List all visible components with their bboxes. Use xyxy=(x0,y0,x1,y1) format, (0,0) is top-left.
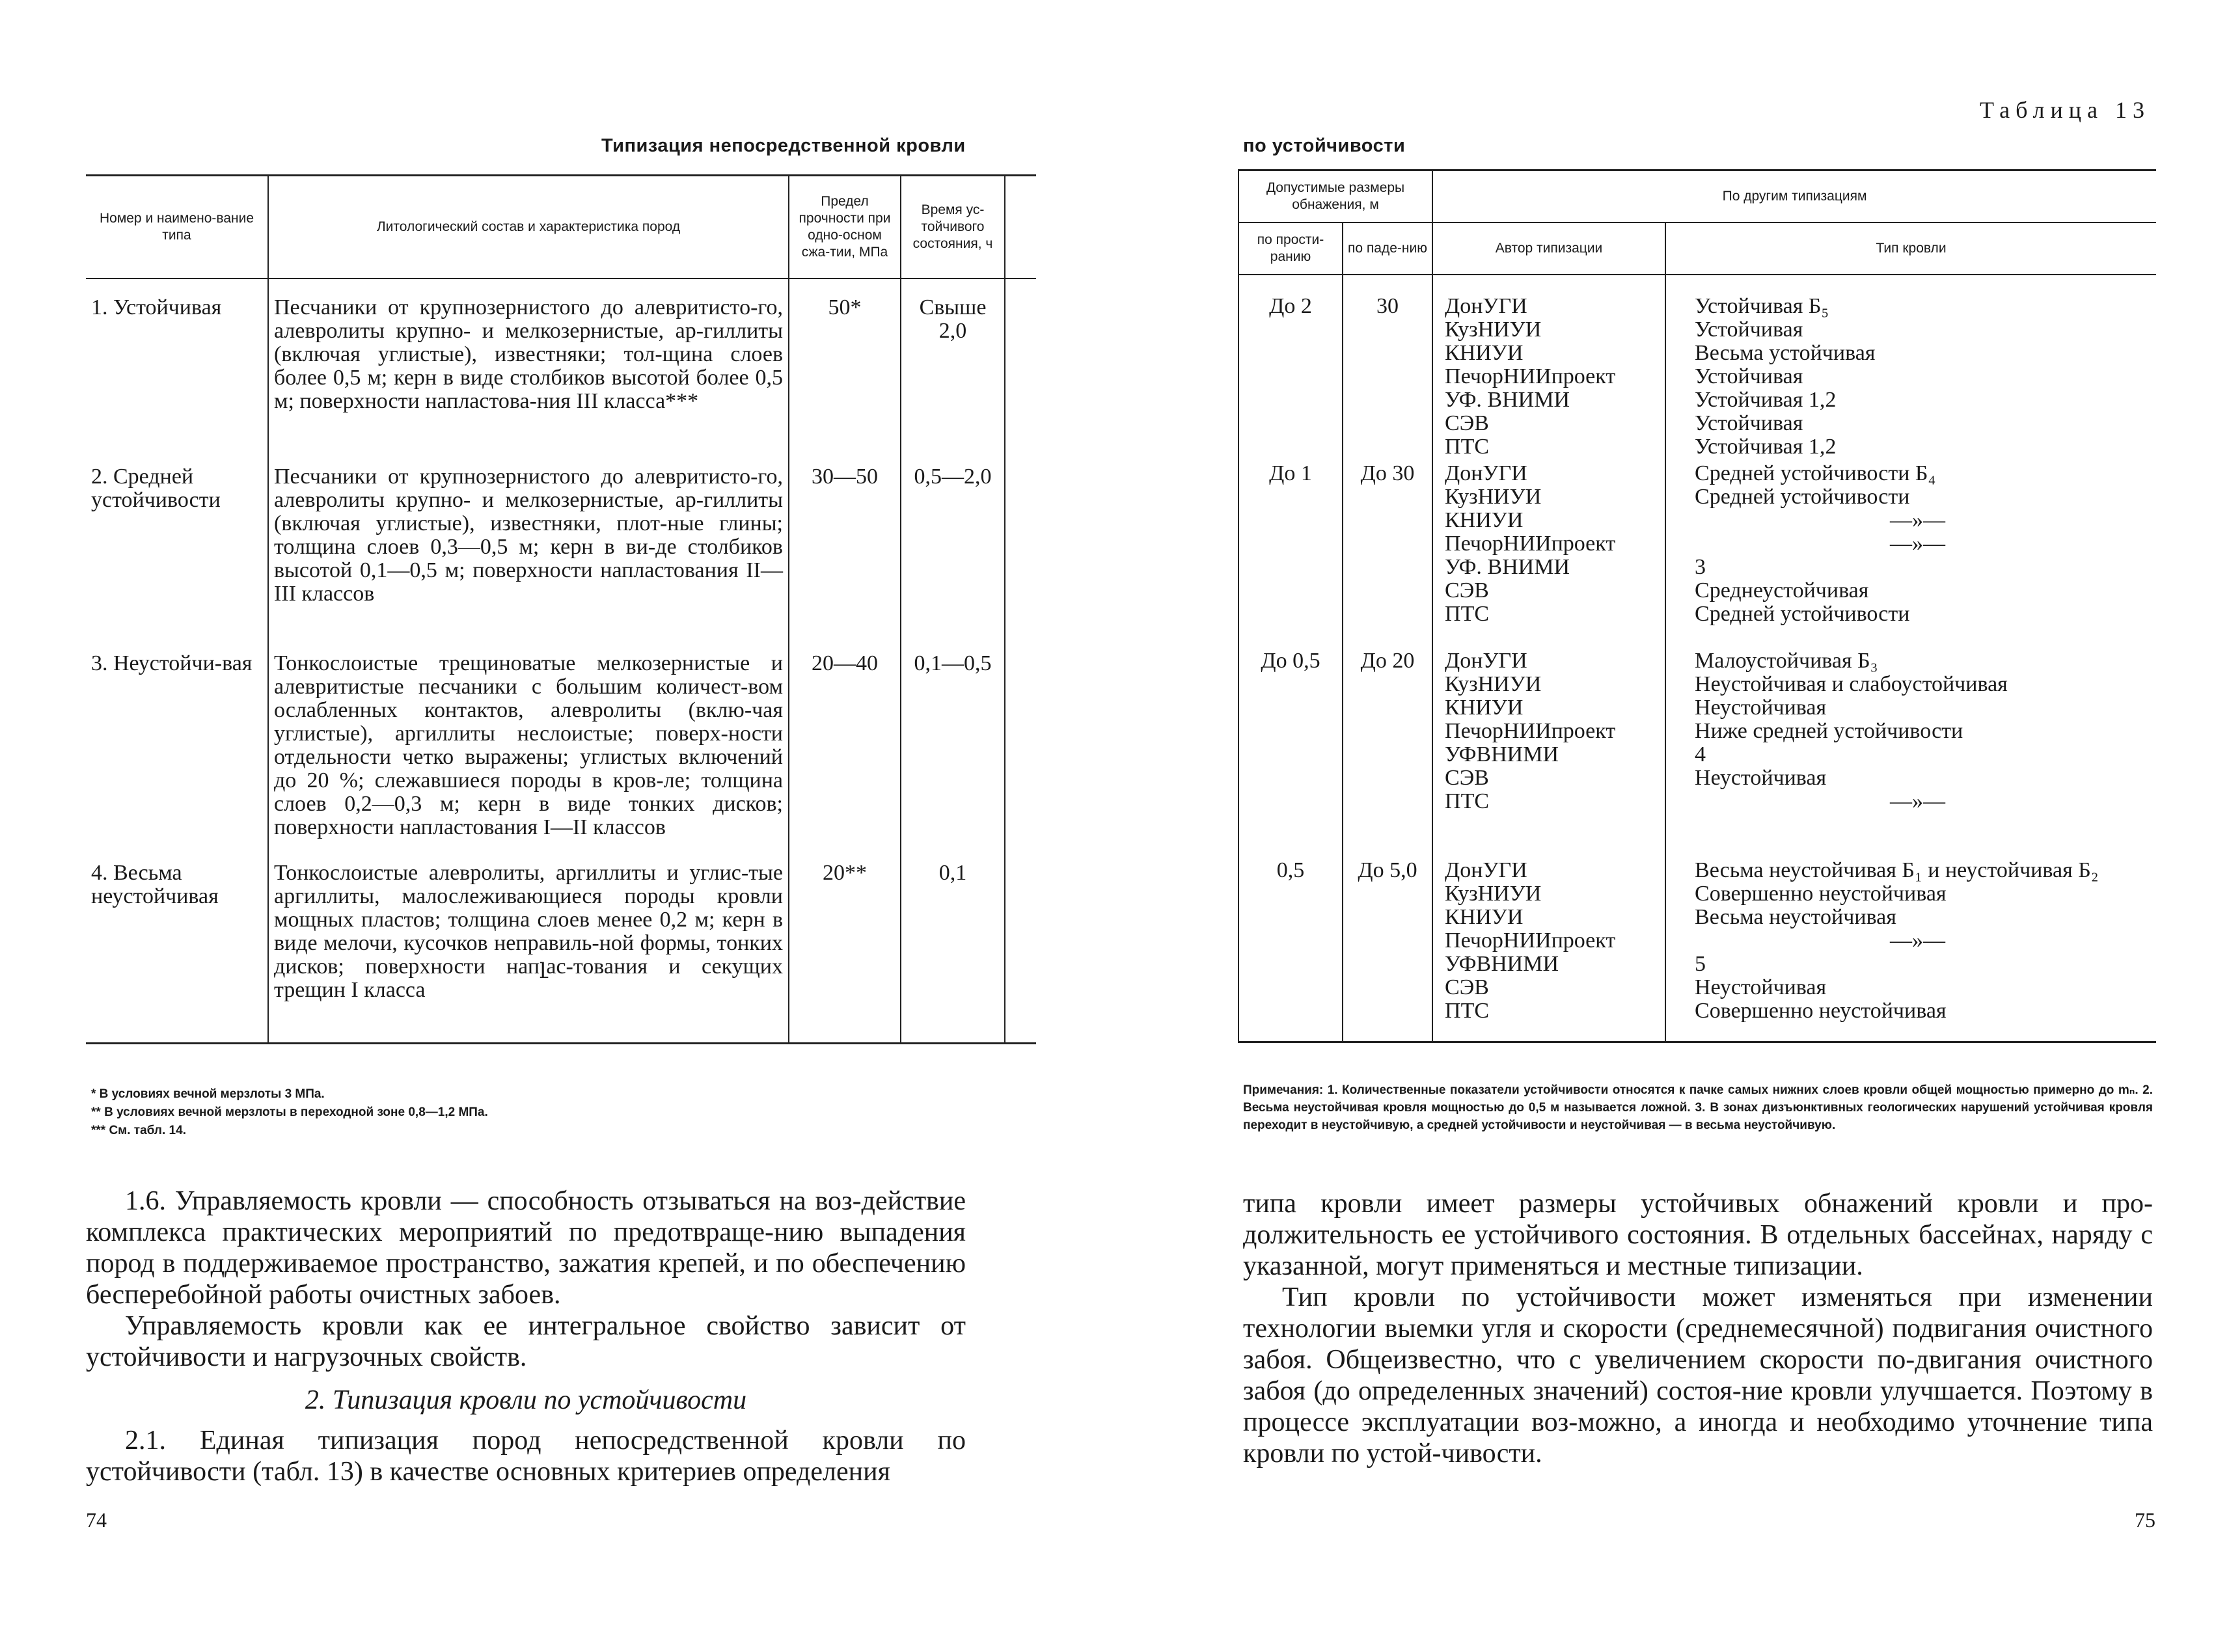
paragraph: 1.6. Управляемость кровли — способность отзываться на воз-действие комплекса практических мероприятий по предотвраще-нию выпадения пород в поддерживаемое пространство, зажатия крепей, и по обеспечению бесперебойной работы очистных забоев. xyxy=(86,1186,966,1310)
strike-value: 0,5 xyxy=(1238,859,1343,1042)
roof-type: Устойчивая xyxy=(1695,317,1803,342)
dip-value: До 5,0 xyxy=(1343,859,1432,1042)
right-table xyxy=(1238,169,2156,1043)
strike-value: До 0,5 xyxy=(1238,649,1343,859)
author: ДонУГИ xyxy=(1445,293,1527,318)
paragraph: Управляемость кровли как ее интегральное свойство зависит от устойчивости и нагрузочных свойств. xyxy=(86,1311,966,1372)
author: СЭВ xyxy=(1445,411,1489,435)
author-list xyxy=(1432,462,1665,649)
author: ДонУГИ xyxy=(1445,858,1527,882)
roof-type: Неустойчивая xyxy=(1695,765,1827,790)
roof-type: —»— xyxy=(1890,508,1946,532)
header-time: Время ус-тойчивого состояния, ч xyxy=(901,176,1005,278)
author: ПечорНИИпроект xyxy=(1445,531,1616,556)
page-number: 74 xyxy=(86,1508,107,1532)
author: ПТС xyxy=(1445,601,1490,626)
author: СЭВ xyxy=(1445,765,1489,790)
header-type: Номер и наимено-вание типа xyxy=(86,176,268,278)
row-litho: Тонкослоистые алевролиты, аргиллиты и углис-тые аргиллиты, малослеживающиеся породы кровли мощных пластов; толщина слоев менее 0,2 м; керн в виде мелочи, кусочков неправиль-ной формы, тонких дисков; поверхности напլас-тования и секущих трещин I класса xyxy=(268,861,789,1044)
author: УФ. ВНИМИ xyxy=(1445,554,1570,579)
right-page xyxy=(1114,0,2229,1652)
header-author: Автор типизации xyxy=(1432,223,1665,275)
author-list xyxy=(1432,649,1665,859)
roof-type: —»— xyxy=(1890,531,1946,556)
roof-type-list xyxy=(1665,649,2156,859)
roof-type: Неустойчивая xyxy=(1695,975,1827,999)
author: КНИУИ xyxy=(1445,904,1524,929)
roof-type-list xyxy=(1665,275,2156,462)
row-litho: Песчаники от крупнозернистого до алевритисто-го, алевролиты крупно- и мелкозернистые, ар-гиллиты (включая углистые), известняки; тол-щина слоев более 0,5 м; керн в виде столбиков высотой более 0,5 м; поверхности напластова-ния III класса*** xyxy=(268,278,789,465)
row-litho: Тонкослоистые трещиноватые мелкозернистые и алевритистые песчаники с большим количест-вом ослабленных контактов, алевролиты (вклю-чая углистые), аргиллиты неслоистые; поверх-ности отдельности четко выражены; углистых включений до 20 %; слежавшиеся породы в кров-ле; толщина слоев 0,2—0,3 м; керн в виде тонких дисков; поверхности напластования I—II классов xyxy=(268,652,789,861)
roof-type: Совершенно неустойчивая xyxy=(1695,881,1947,906)
roof-type: Весьма неустойчивая Б₁ и неустойчивая Б₂ xyxy=(1695,858,2099,882)
author: УФВНИМИ xyxy=(1445,742,1559,766)
header-other: По другим типизациям xyxy=(1432,170,2156,223)
row-strength: 20** xyxy=(789,861,901,1044)
table-label: Таблица 13 xyxy=(1980,97,2150,123)
roof-type: Неустойчивая xyxy=(1695,695,1827,720)
strike-value: До 1 xyxy=(1238,462,1343,649)
paragraph: 2.1. Единая типизация пород непосредственной кровли по устойчивости (табл. 13) в качестве основных критериев определения xyxy=(86,1426,966,1487)
author: УФВНИМИ xyxy=(1445,951,1559,976)
roof-type: Среднеустойчивая xyxy=(1695,578,1869,603)
author: ПечорНИИпроект xyxy=(1445,718,1616,743)
row-litho: Песчаники от крупнозернистого до алевритисто-го, алевролиты крупно- и мелкозернистые, ар-гиллиты (включая углистые), известняки, плот-ные глины; толщина слоев 0,3—0,5 м; керн в ви-де столбиков высотой 0,1—0,5 м; поверхности напластования II—III классов xyxy=(268,465,789,652)
roof-type: Устойчивая 1,2 xyxy=(1695,387,1837,412)
row-time: 0,1 xyxy=(901,861,1005,1044)
section-heading: 2. Типизация кровли по устойчивости xyxy=(305,1385,747,1415)
row-type: 4. Весьма неустойчивая xyxy=(91,860,219,908)
footnote: *** См. табл. 14. xyxy=(91,1124,186,1137)
author: ПТС xyxy=(1445,434,1490,459)
body-text xyxy=(1243,1188,2153,1469)
left-table xyxy=(86,174,1036,1044)
footnote: ** В условиях вечной мерзлоты в переходной зоне 0,8—1,2 МПа. xyxy=(91,1105,488,1119)
roof-type: 5 xyxy=(1695,951,1706,976)
author: ПТС xyxy=(1445,998,1490,1023)
roof-type: Весьма неустойчивая xyxy=(1695,904,1896,929)
table-row xyxy=(1238,649,2156,859)
roof-type: Устойчивая xyxy=(1695,364,1803,388)
table-row xyxy=(86,652,1036,861)
table-caption-continued: по устойчивости xyxy=(1243,135,1406,156)
body-text xyxy=(86,1185,966,1487)
row-type: 1. Устойчивая xyxy=(91,295,222,319)
roof-type-list xyxy=(1665,859,2156,1042)
roof-type: Ниже средней устойчивости xyxy=(1695,718,1963,743)
header-strike: по прости-ранию xyxy=(1238,223,1343,275)
author: ПечорНИИпроект xyxy=(1445,364,1616,388)
page-number: 75 xyxy=(2135,1508,2155,1532)
footnote: * В условиях вечной мерзлоты 3 МПа. xyxy=(91,1087,325,1101)
author: ДонУГИ xyxy=(1445,461,1527,485)
header-roof-type: Тип кровли xyxy=(1665,223,2156,275)
roof-type: Неустойчивая и слабоустойчивая xyxy=(1695,671,2008,696)
author: УФ. ВНИМИ xyxy=(1445,387,1570,412)
row-type: 2. Средней устойчивости xyxy=(91,464,221,512)
paragraph: типа кровли имеет размеры устойчивых обнажений кровли и про-должительность ее устойчивого состояния. В отдельных бассейнах, наряду с указанной, могут применяться и местные типизации. xyxy=(1243,1189,2153,1281)
author: КНИУИ xyxy=(1445,340,1524,365)
author: КузНИУИ xyxy=(1445,317,1542,342)
roof-type: Устойчивая Б₅ xyxy=(1695,293,1829,318)
row-strength: 20—40 xyxy=(789,652,901,861)
dip-value: До 30 xyxy=(1343,462,1432,649)
roof-type: Малоустойчивая Б₃ xyxy=(1695,648,1878,673)
roof-type: 3 xyxy=(1695,554,1706,579)
header-sizes: Допустимые размеры обнажения, м xyxy=(1238,170,1432,223)
roof-type: 4 xyxy=(1695,742,1706,766)
left-page xyxy=(0,0,1114,1652)
footnotes xyxy=(91,1085,488,1140)
notes: Примечания: 1. Количественные показатели устойчивости относятся к пачке самых нижних слоев кровли общей мощностью примерно до mₙ. 2. Весьма неустойчивая кровля мощностью до 0,5 м называется ложной. 3. В зонах дизъюнктивных геологических нарушений устойчивая кровля переходит в неустойчивую, а средней устойчивости и неустойчивая — в весьма неустойчивую. xyxy=(1243,1083,2153,1132)
roof-type: Средней устойчивости Б₄ xyxy=(1695,461,1936,485)
roof-type: —»— xyxy=(1890,928,1946,953)
author: КузНИУИ xyxy=(1445,484,1542,509)
row-strength: 50* xyxy=(789,278,901,465)
roof-type: Устойчивая 1,2 xyxy=(1695,434,1837,459)
roof-type: —»— xyxy=(1890,789,1946,813)
header-litho: Литологический состав и характеристика пород xyxy=(268,176,789,278)
roof-type: Весьма устойчивая xyxy=(1695,340,1876,365)
row-time: Свыше 2,0 xyxy=(901,278,1005,465)
author: КузНИУИ xyxy=(1445,881,1542,906)
roof-type: Средней устойчивости xyxy=(1695,601,1910,626)
strike-value: До 2 xyxy=(1238,275,1343,462)
roof-type-list xyxy=(1665,462,2156,649)
author: СЭВ xyxy=(1445,975,1489,999)
header-dip: по паде-нию xyxy=(1343,223,1432,275)
dip-value: До 20 xyxy=(1343,649,1432,859)
table-row xyxy=(86,861,1036,1044)
roof-type: Устойчивая xyxy=(1695,411,1803,435)
roof-type: Совершенно неустойчивая xyxy=(1695,998,1947,1023)
author: ПечорНИИпроект xyxy=(1445,928,1616,953)
roof-type: Средней устойчивости xyxy=(1695,484,1910,509)
table-row xyxy=(1238,859,2156,1042)
row-type: 3. Неустойчи-вая xyxy=(91,651,253,675)
row-strength: 30—50 xyxy=(789,465,901,652)
table-row xyxy=(86,278,1036,465)
author: КНИУИ xyxy=(1445,508,1524,532)
author: КНИУИ xyxy=(1445,695,1524,720)
author-list xyxy=(1432,275,1665,462)
row-time: 0,5—2,0 xyxy=(901,465,1005,652)
table-row xyxy=(1238,462,2156,649)
author: ДонУГИ xyxy=(1445,648,1527,673)
row-time: 0,1—0,5 xyxy=(901,652,1005,861)
header-strength: Предел прочности при одно-осном сжа-тии, МПа xyxy=(789,176,901,278)
table-caption: Типизация непосредственной кровли xyxy=(601,135,966,156)
author: СЭВ xyxy=(1445,578,1489,603)
table-row xyxy=(1238,275,2156,462)
paragraph: Тип кровли по устойчивости может изменяться при изменении технологии выемки угля и скорости (среднемесячной) подвигания очистного забоя. Общеизвестно, что с увеличением скорости по-двигания очистного забоя (до определенных значений) состоя-ние кровли улучшается. Поэтому в процессе эксплуатации воз-можно, а иногда и необходимо уточнение типа кровли по устой-чивости. xyxy=(1243,1282,2153,1469)
table-row xyxy=(86,465,1036,652)
author: ПТС xyxy=(1445,789,1490,813)
dip-value: 30 xyxy=(1343,275,1432,462)
author: КузНИУИ xyxy=(1445,671,1542,696)
author-list xyxy=(1432,859,1665,1042)
